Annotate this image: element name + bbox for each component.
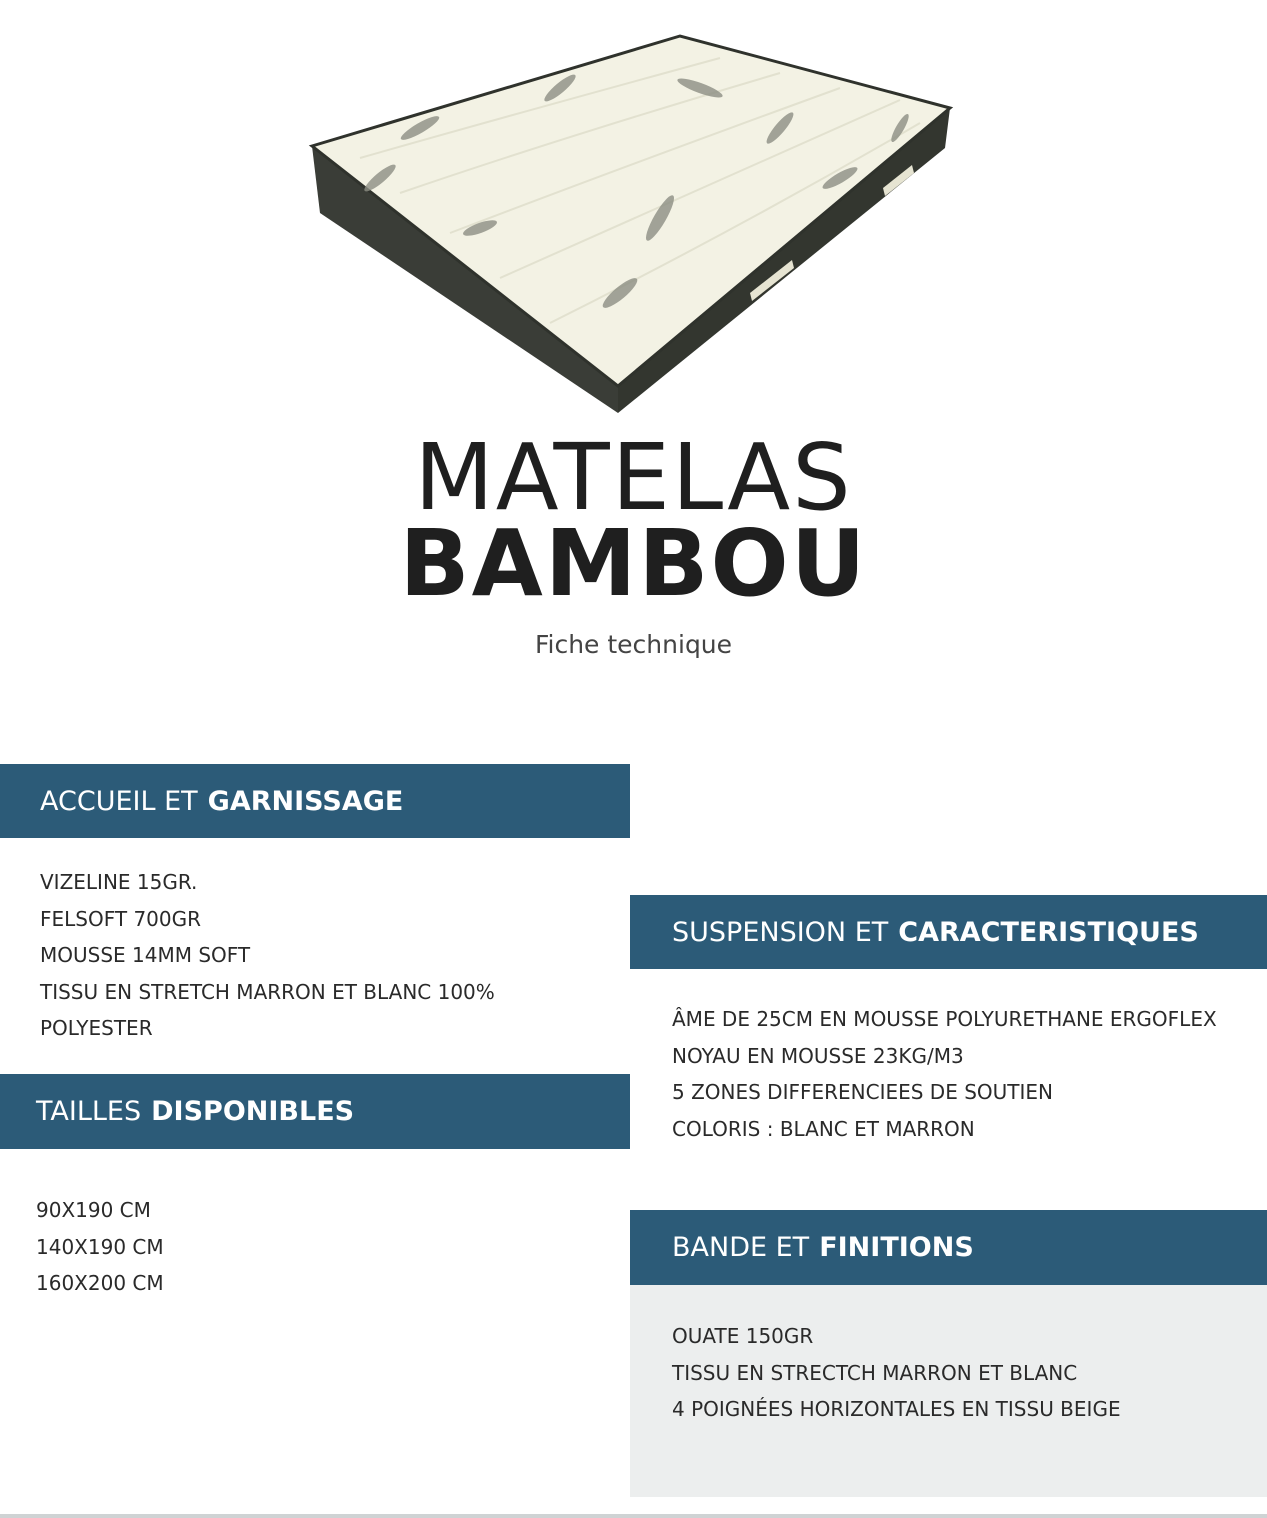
section-header-bold: GARNISSAGE xyxy=(207,785,404,817)
section-header-light: ACCUEIL ET xyxy=(40,785,198,817)
mattress-image xyxy=(300,28,960,413)
list-item: TISSU EN STRETCH MARRON ET BLANC 100% xyxy=(40,979,495,1004)
tailles-list xyxy=(36,1192,164,1302)
suspension-list xyxy=(672,1001,1217,1147)
list-item: 90X190 CM xyxy=(36,1198,151,1222)
section-header-bande xyxy=(630,1210,1267,1285)
list-item: VIZELINE 15GR. xyxy=(40,870,198,894)
page-title-line2: BAMBOU xyxy=(399,510,868,617)
list-item: 160X200 CM xyxy=(36,1271,164,1295)
bottom-divider xyxy=(0,1514,1267,1518)
section-header-suspension xyxy=(630,895,1267,969)
section-header-accueil xyxy=(0,764,630,838)
list-item: FELSOFT 700GR xyxy=(40,906,202,931)
section-header-tailles xyxy=(0,1074,630,1149)
list-item: MOUSSE 14MM SOFT xyxy=(40,943,251,967)
list-item: OUATE 150GR xyxy=(672,1324,814,1348)
section-header-bold: DISPONIBLES xyxy=(151,1096,355,1127)
page-title-line1: MATELAS xyxy=(414,424,853,531)
list-item: 5 ZONES DIFFERENCIEES DE SOUTIEN xyxy=(672,1080,1053,1104)
list-item: TISSU EN STRECTCH MARRON ET BLANC xyxy=(672,1360,1078,1385)
section-header-bold: FINITIONS xyxy=(819,1232,974,1263)
section-header-bold: CARACTERISTIQUES xyxy=(898,916,1199,948)
list-item: COLORIS : BLANC ET MARRON xyxy=(672,1116,975,1141)
list-item: NOYAU EN MOUSSE 23KG/M3 xyxy=(672,1043,964,1068)
list-item: 4 POIGNÉES HORIZONTALES EN TISSU BEIGE xyxy=(672,1397,1121,1421)
accueil-list xyxy=(40,864,495,1047)
list-item: 140X190 CM xyxy=(36,1234,164,1259)
list-item: POLYESTER xyxy=(40,1016,153,1040)
list-item: ÂME DE 25CM EN MOUSSE POLYURETHANE ERGOFLEX xyxy=(672,1007,1217,1031)
page-subtitle: Fiche technique xyxy=(534,630,733,659)
section-header-light: SUSPENSION ET xyxy=(672,916,889,948)
section-header-light: BANDE ET xyxy=(672,1232,810,1263)
section-header-light: TAILLES xyxy=(36,1096,142,1127)
bande-list xyxy=(672,1318,1121,1428)
